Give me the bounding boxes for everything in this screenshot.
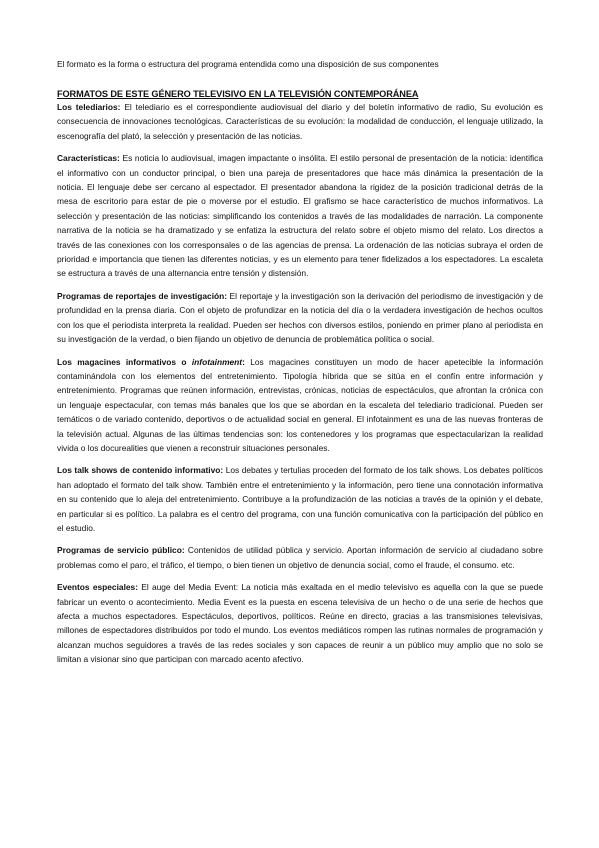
section-servicio-publico	[57, 543, 543, 572]
section-text: Contenidos de utilidad pública y servicio. Aportan información de servicio al ciudadano sobre problemas como el paro, el tráfico, el tiempo, o bien tienen un objetivo de denuncia social, como el fraude, el consumo. etc.	[57, 545, 544, 570]
section-text: Es noticia lo audiovisual, imagen impactante o insólita. El estilo personal de presentación de la noticia: identifica el informativo con un conductor principal, o bien una pareja de presentadores que hace más dinámica la presentación de la noticia. El lenguaje debe ser cercano al espectador. El presentador abandona la rigidez de la posición tradicional detrás de la mesa de escritorio para estar de pie o moverse por el estudio. El grafismo se hace característico de muchos informativos. La selección y presentación de las noticias: simplificando los contenidos a través de las modalidades de narración. La componente narrativa de la noticia se ha dramatizado y se enfatiza la estructura del relato sobre el objeto mismo del relato. Los directos a través de las conexiones con los corresponsales o de las agencias de prensa. La ordenación de las noticias subraya el orden de prioridad e importancia que tienen las diferentes noticias, y es un elemento para tener fidelizados a los espectadores. La escaleta se estructura a través de una alternancia entre tensión y distensión.	[57, 153, 543, 279]
section-text: Los magacines constituyen un modo de hacer apetecible la información contaminándola con los elementos del entretenimiento. Tipología híbrida que se sitúa en el confín entre información y entretenimiento. Programas que reúnen información, entrevistas, crónicas, noticias de espectáculos, que afrontan la crónica con un lenguaje espectacular, con temas más banales que los que se abordan en la escaleta del telediario tradicional. Pueden ser temáticos o de variado contenido, deportivos o de actualidad social en general. El infotainment es una de las nuevas fronteras de la televisión actual. Algunas de las últimas tendencias son: los contenedores y los programas que espectacularizan la realidad vivida o los docurealities que vienen a reconstruir situaciones personales.	[57, 356, 543, 453]
section-telediarios	[57, 100, 543, 143]
section-title: Los magacines informativos o	[57, 356, 192, 367]
document-body	[57, 88, 543, 675]
section-title: Programas de servicio público:	[57, 545, 185, 556]
section-text: El telediario es el correspondiente audiovisual del diario y del boletín informativo de radio, Su evolución es consecuencia de innovaciones tecnológicas. Características de su evolución: la modalidad de conducción, el lenguaje utilizado, la escenografía del plató, la selección y presentación de las noticias.	[57, 102, 543, 141]
section-text: Los debates y tertulias proceden del formato de los talk shows. Los debates políticos han adoptado el formato del talk show. También entre el entretenimiento y la información, pero tiene una connotación informativa en su contenido que lo aleja del entretenimiento. Contribuye a la profundización de las noticias a través de la opinión y el debate, en particular si es político. La palabra es el centro del programa, con una función comunicativa con la participación del público en el estudio.	[57, 465, 543, 533]
section-magacines	[57, 355, 543, 456]
section-title: Los talk shows de contenido informativo:	[57, 465, 224, 476]
section-text: El reportaje y la investigación son la derivación del periodismo de investigación y de profundidad en la prensa diaria. Con el objeto de profundizar en la noticia del día o la verdadera investigación de hechos ocultos con los que el periodista interpreta la realidad. Pueden ser hechos con diversos estilos, poniendo en primer plano al periodista en su investigación de la verdad, o bien fijando un objetivo de denuncia de problemática política o social.	[57, 290, 543, 345]
section-title: Programas de reportajes de investigación:	[57, 290, 228, 301]
section-title: Eventos especiales:	[57, 582, 138, 593]
section-text: El auge del Media Event: La noticia más exaltada en el medio televisivo es aquella con la que se puede fabricar un evento o acontecimiento. Media Event es la puesta en escena televisiva de un hecho o de una serie de hechos que afecta a muchos espectadores. Espectáculos, deportivos, políticos. Reúne en directo, gracias a las transmisiones televisivas, millones de espectadores distribuidos por todo el mundo. Los eventos mediáticos rompen las rutinas normales de programación y alcanzan muchos seguidores a través de las redes sociales y son capaces de reunir a un público muy amplio que no solo se limitan a visionar sino que participan con marcado acento afectivo.	[57, 582, 543, 665]
section-title: Características:	[57, 153, 120, 164]
section-talk-shows	[57, 463, 543, 535]
intro-text: El formato es la forma o estructura del programa entendida como una disposición de sus componentes	[57, 59, 439, 69]
section-title: Los telediarios:	[57, 102, 121, 112]
section-eventos	[57, 580, 543, 666]
section-reportajes	[57, 289, 543, 347]
section-title-italic: infotainment	[191, 356, 243, 367]
section-heading: FORMATOS DE ESTE GÉNERO TELEVISIVO EN LA TELEVISIÓN CONTEMPORÁNEA	[57, 89, 419, 99]
section-caracteristicas	[57, 151, 543, 281]
section-title-suffix: :	[242, 356, 245, 367]
